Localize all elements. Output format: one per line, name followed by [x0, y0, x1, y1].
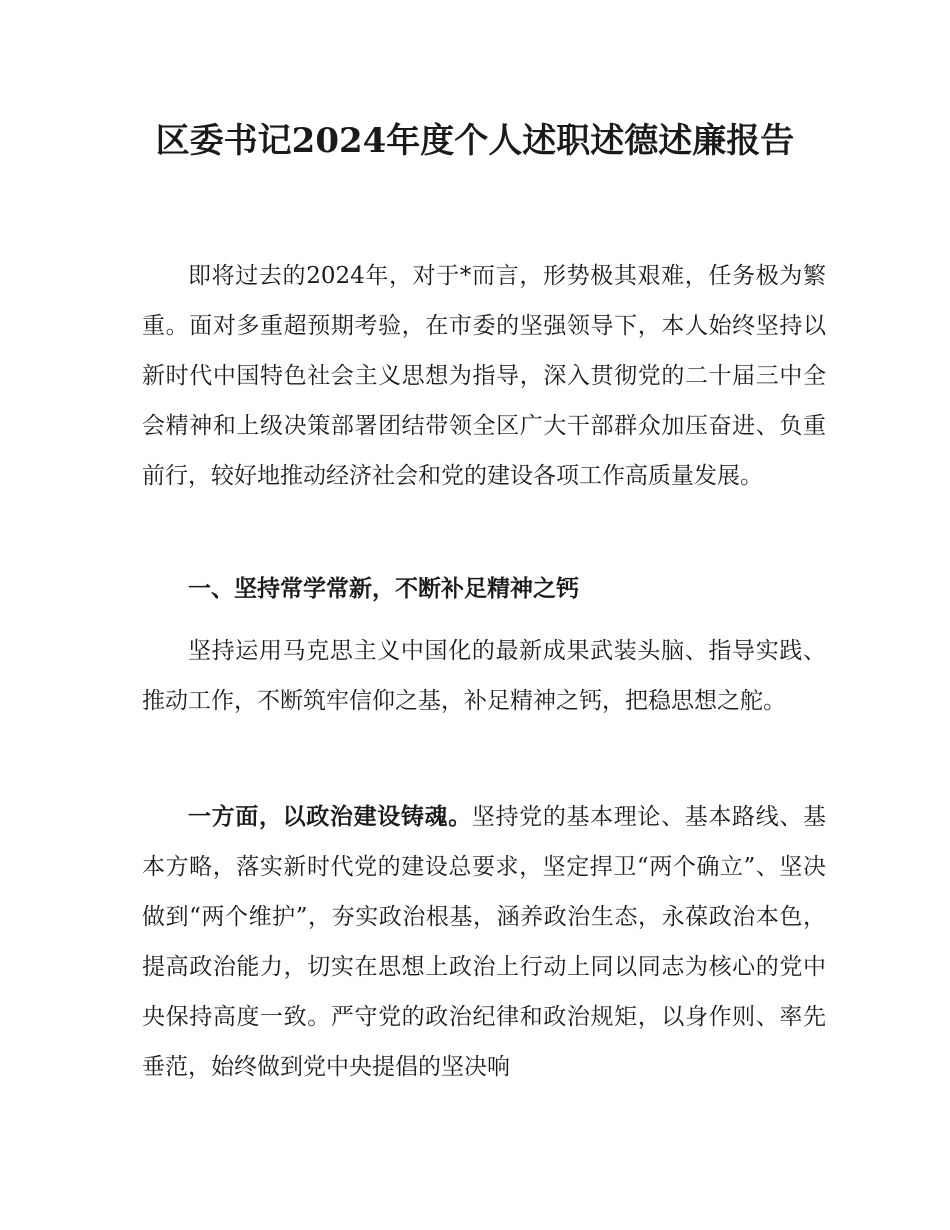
point-paragraph: [142, 792, 826, 1092]
section-paragraph: 坚持运用马克思主义中国化的最新成果武装头脑、指导实践、推动工作，不断筑牢信仰之基，补足精神之钙，把稳思想之舵。: [142, 638, 826, 714]
point-text: 坚持党的基本理论、基本路线、基本方略，落实新时代党的建设总要求，坚定捍卫“两个确立”、坚决做到“两个维护”，夯实政治根基，涵养政治生态，永葆政治本色，提高政治能力，切实在思想上政治上行动上同以同志为核心的党中央保持高度一致。严守党的政治纪律和政治规矩，以身作则、率先垂范，始终做到党中央提倡的坚决响: [142, 804, 827, 1080]
point-lead: 一方面，以政治建设铸魂。: [188, 804, 472, 830]
document-title: 区委书记2024年度个人述职述德述廉报告: [155, 121, 795, 161]
intro-paragraph: 即将过去的2024年，对于*而言，形势极其艰难，任务极为繁重。面对多重超预期考验，在市委的坚强领导下，本人始终坚持以新时代中国特色社会主义思想为指导，深入贯彻党的二十届三中全会精神和上级决策部署团结带领全区广大干部群众加压奋进、负重前行，较好地推动经济社会和党的建设各项工作高质量发展。: [142, 263, 826, 489]
section-heading: 一、坚持常学常新，不断补足精神之钙: [188, 576, 579, 602]
